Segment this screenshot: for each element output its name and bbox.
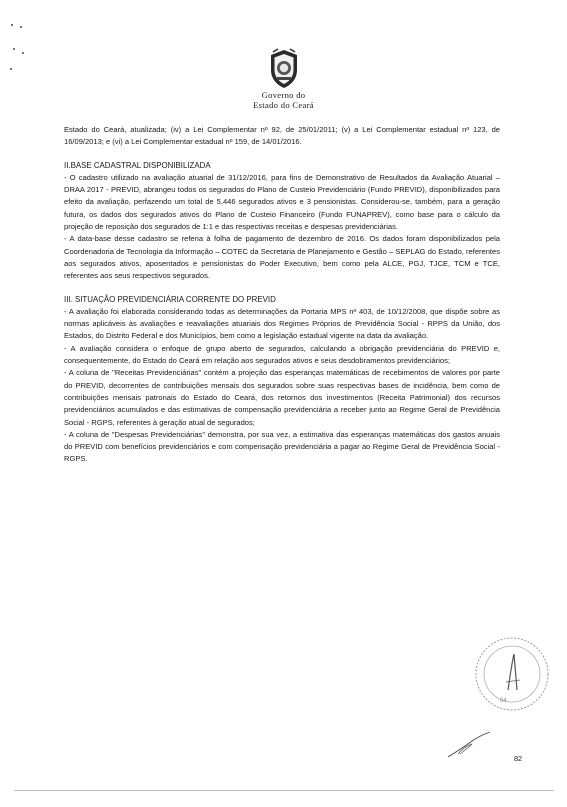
section3-paragraph-3: - A coluna de "Receitas Previdenciárias" contém a projeção das esperanças matemáticas de recebimentos de valores por parte do PREVID, decorrentes de contribuições mensais dos segurados sobre suas respectivas bases de incidência, bem como de contribuições mensais patronais do Estado do Ceará, dos retornos dos investimentos (Receita Patrimonial) dos recursos previdenciários acumulados e das estimativas de compensação previdenciária a receber junto ao Regime Geral de Previdência Social - RGPS, referentes à geração atual de segurados; <box>64 368 500 427</box>
section2-paragraph-2: - A data-base desse cadastro se referia à folha de pagamento de dezembro de 2016. Os dados foram disponibilizados pela Coordenadoria de Tecnologia da Informação – COTEC da Secretaria de Planejamento e Gestão – SEPLAG do Estado, referentes aos segurados ativos, aposentados e pensionistas do Poder Executivo, bem como pela ALCE, PGJ, TJCE, TCM e TCE, referentes aos seus respectivos segurados. <box>64 234 500 281</box>
letterhead-line-1: Governo do <box>261 90 306 100</box>
bottom-edge-line <box>14 790 554 791</box>
letterhead-line-2: Estado do Ceará <box>253 100 314 110</box>
section3-paragraph-4: - A coluna de "Despesas Previdenciárias" demonstra, por sua vez, a estimativa das esperanças matemáticas dos gastos anuais do PREVID com benefícios previdenciários e com compensação previdenciária a pagar ao Regime Geral de Previdência Social - RGPS. <box>64 429 500 464</box>
round-stamp <box>470 632 554 716</box>
section3-paragraph-2: - A avaliação considera o enfoque de grupo aberto de segurados, calculando a obrigação previdenciária do PREVID e, consequentemente, do Estado do Ceará em relação aos segurados ativos e seus desdobramentos previdenciários; <box>64 343 500 366</box>
section-heading-situacao-previdenciaria: III. SITUAÇÃO PREVIDENCIÁRIA CORRENTE DO PREVID <box>64 294 276 304</box>
signature <box>446 730 492 760</box>
document-body <box>64 124 500 466</box>
svg-text:04: 04 <box>500 698 507 704</box>
intro-paragraph: Estado do Ceará, atualizada; (iv) a Lei Complementar nº 92, de 25/01/2011; (v) a Lei Complementar estadual nº 123, de 16/09/2013; e (vi) a Lei Complementar estadual nº 159, de 14/01/2016. <box>64 125 500 147</box>
page-number: 82 <box>514 754 523 763</box>
state-crest-icon <box>267 48 301 90</box>
section2-paragraph-1: - O cadastro utilizado na avaliação atuarial de 31/12/2016, para fins de Demonstrativo de Resultados da Avaliação Atuarial – DRAA 2017 - PREVID, abrangeu todos os segurados do Plano de Custeio Previdenciário (Fundo PREVID), disponibilizados para efeito da avaliação, perfazendo um total de 5.446 segurados ativos e 3 pensionistas. Considerou-se, também, para a geração futura, os dados dos segurados ativos do Plano de Custeio Financeiro (Fundo FUNAPREV), como base para o cálculo da projeção de reposição dos segurados de 1:1 e das respectivas receitas e despesas previdenciárias. <box>64 172 500 232</box>
section3-paragraph-1: - A avaliação foi elaborada considerando todas as determinações da Portaria MPS nº 403, de 10/12/2008, que dispõe sobre as normas aplicáveis às avaliações e reavaliações atuariais dos Regimes Próprios de Previdência Social - RPPS da União, dos Estados, do Distrito Federal e dos Municípios, bem como a legislação estadual vigente na data da avaliação. <box>64 306 500 341</box>
letterhead <box>0 48 567 110</box>
section-heading-base-cadastral: II.BASE CADASTRAL DISPONIBILIZADA <box>64 160 211 170</box>
